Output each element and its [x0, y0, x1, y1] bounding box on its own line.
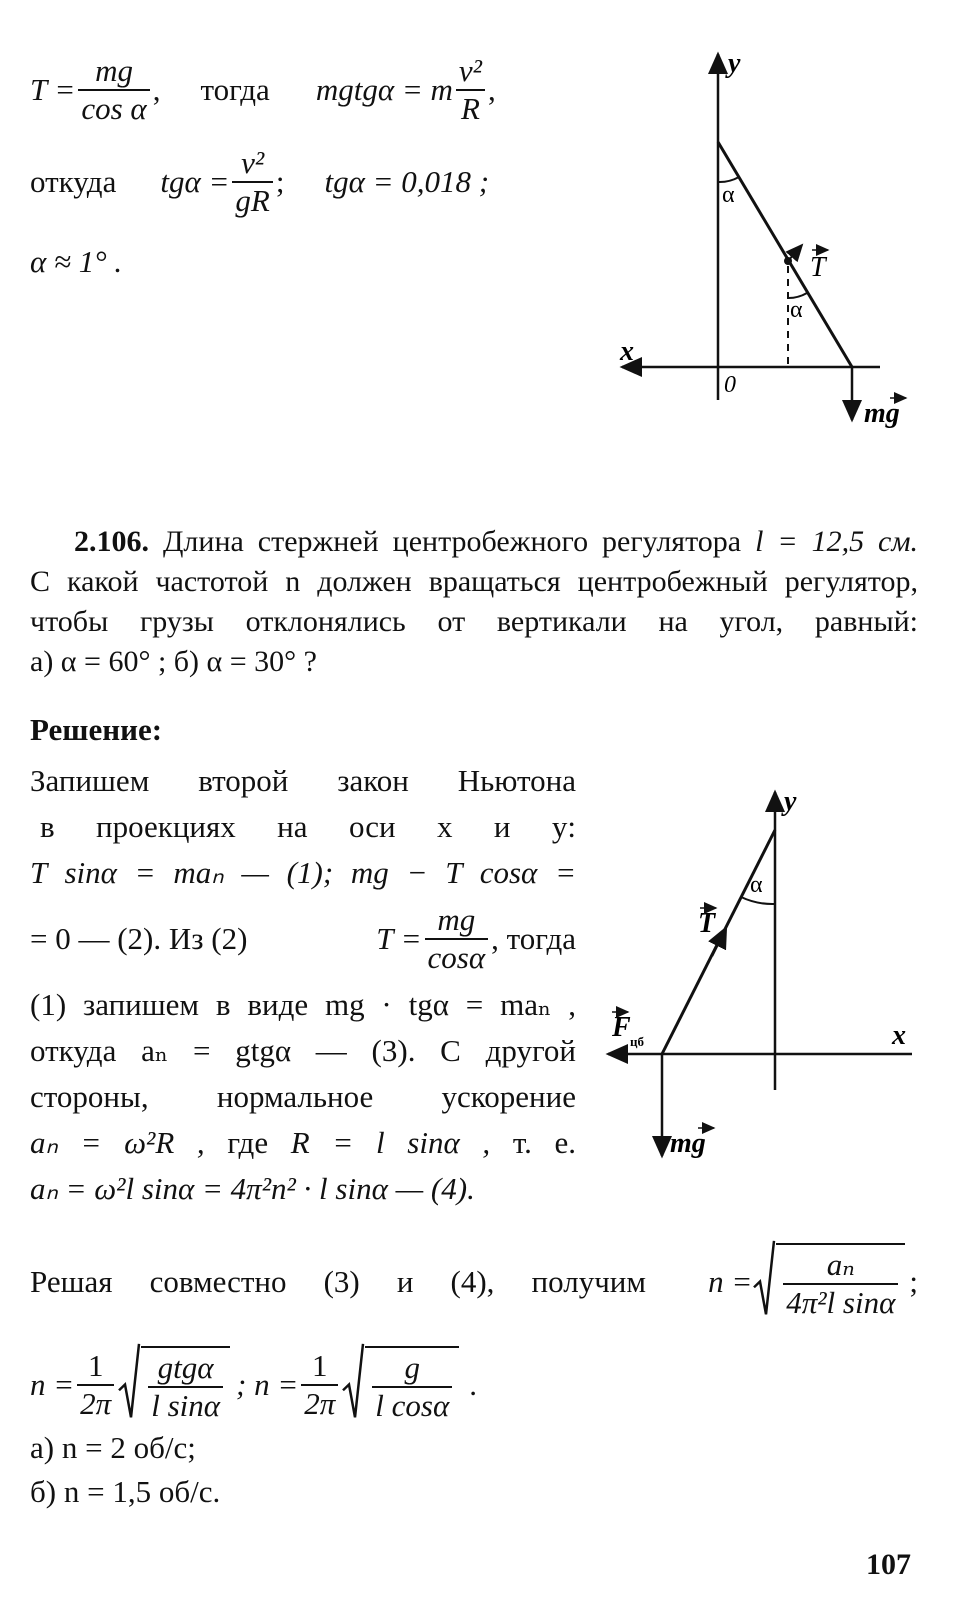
- eq2-den: gR: [235, 183, 270, 218]
- solution-line-8: [30, 1120, 576, 1166]
- solution-eq-1: T sinα = maₙ — (1);: [30, 855, 334, 890]
- problem-line-1: [30, 522, 918, 562]
- n-general-lhs: n =: [708, 1264, 753, 1299]
- fig1-T-label: T: [810, 252, 826, 283]
- fig2-angle-arc: [741, 897, 775, 904]
- n-final-semi: ; n =: [236, 1367, 299, 1402]
- answer-a: а) n = 2 об/с;: [30, 1430, 196, 1465]
- n-final-lhs: n =: [30, 1367, 75, 1402]
- n-final-one: 1: [77, 1348, 114, 1386]
- eq1-fraction2: [456, 53, 485, 126]
- problem-line-1-text: Длина стержней центробежного регулятора: [162, 525, 742, 558]
- solution-an-omega: aₙ = ω²R ,: [30, 1125, 205, 1160]
- fig2-F-label: F: [612, 1012, 631, 1043]
- solution-line-6: откуда aₙ = gtgα — (3). С другой: [30, 1033, 576, 1068]
- n-general-end: ;: [909, 1264, 918, 1299]
- fig2-F-subscript: цб: [630, 1034, 644, 1049]
- formula-n-general: [708, 1243, 918, 1320]
- solution-combined-words: Решая совместно (3) и (4), получим: [30, 1264, 646, 1299]
- fig2-x-label: x: [892, 1020, 906, 1051]
- fig1-y-label: y: [728, 48, 741, 79]
- n-final-twopi: 2π: [80, 1386, 112, 1421]
- n-final-den-1: l sinα: [151, 1388, 221, 1423]
- solution-ie: т. е.: [512, 1125, 577, 1160]
- fig1-origin-label: 0: [724, 372, 736, 398]
- eq2-lhs: tgα =: [160, 164, 230, 199]
- n-final-sqrt-2: [341, 1346, 459, 1423]
- solution-T-fraction: [425, 902, 489, 975]
- eq1-end: ,: [487, 72, 496, 107]
- figure-regulator: [600, 780, 930, 1170]
- eq2-fraction: [232, 145, 272, 218]
- n-final-sqrt-1: [117, 1346, 230, 1423]
- solution-line-4: [30, 896, 576, 982]
- formula-tension: [30, 48, 496, 132]
- eq1-fraction: [78, 53, 149, 126]
- answer-b: б) n = 1,5 об/с.: [30, 1474, 221, 1509]
- fig1-x-label: x: [620, 336, 634, 367]
- solution-text: [30, 758, 576, 1212]
- problem-statement: [30, 522, 918, 682]
- solution-T-lhs: T =: [376, 921, 422, 956]
- eq1-den2: R: [460, 91, 480, 126]
- n-final-one-2: 1: [301, 1348, 338, 1386]
- formula-alpha-result: α ≈ 1° .: [30, 244, 123, 279]
- eq1-comma: ,: [152, 72, 161, 107]
- eq1-num2: v²: [456, 53, 485, 91]
- fig1-T-vector: [788, 245, 802, 261]
- solution-line-2: в проекциях на оси x и y:: [40, 809, 576, 844]
- n-final-den-2: l cosα: [375, 1388, 450, 1423]
- eq1-den: cos α: [81, 91, 147, 126]
- eq1-word: тогда: [200, 72, 270, 107]
- eq2-num: v²: [232, 145, 272, 183]
- solution-line-5: (1) запишем в виде mg · tgα = maₙ ,: [30, 987, 576, 1022]
- figure-pendulum: [610, 40, 930, 440]
- problem-number: 2.106.: [74, 525, 149, 558]
- eq2-semi: ;: [275, 164, 285, 199]
- fig1-alpha-mid: α: [790, 297, 803, 323]
- solution-eq-2a: mg − T cosα =: [350, 855, 576, 890]
- solution-T-num: mg: [425, 902, 489, 940]
- fig2-alpha-label: α: [750, 872, 763, 898]
- n-final-twopi-2: 2π: [304, 1386, 336, 1421]
- n-final-num-2: g: [372, 1350, 452, 1388]
- eq2-word: откуда: [30, 164, 117, 199]
- solution-eq-2b: = 0 — (2). Из (2): [30, 921, 248, 956]
- problem-line-4: а) α = 60° ; б) α = 30° ?: [30, 645, 317, 678]
- fig1-alpha-top: α: [722, 182, 735, 208]
- problem-line-2: С какой частотой n должен вращаться центробежный регулятор,: [30, 565, 918, 598]
- solution-title: Решение:: [30, 712, 163, 747]
- n-final-end: .: [469, 1367, 478, 1402]
- solution-line-9: aₙ = ω²l sinα = 4π²n² · l sinα — (4).: [30, 1171, 475, 1206]
- solution-combined-text: [30, 1264, 646, 1300]
- problem-l-value: l = 12,5 см.: [755, 525, 919, 558]
- eq1-lhs2: mgtgα = m: [315, 72, 453, 107]
- n-final-coef-2: [301, 1348, 338, 1421]
- fig1-mg-label: mg: [864, 398, 900, 429]
- fig1-rod: [718, 142, 852, 367]
- eq2-value: tgα = 0,018 ;: [324, 164, 490, 199]
- solution-R: R = l sinα ,: [290, 1125, 491, 1160]
- page-number: 107: [866, 1548, 911, 1581]
- solution-combined: [30, 1236, 918, 1328]
- formula-tangent: [30, 140, 489, 224]
- fig2-mg-label: mg: [670, 1128, 706, 1159]
- solution-where: где: [227, 1125, 269, 1160]
- solution-T-den: cosα: [427, 940, 486, 975]
- n-general-num: aₙ: [783, 1247, 898, 1285]
- fig2-y-label: y: [784, 786, 797, 817]
- n-final-coef: [77, 1348, 114, 1421]
- n-general-den: 4π²l sinα: [786, 1285, 896, 1320]
- solution-then: , тогда: [491, 921, 576, 956]
- formula-n-final: [30, 1340, 477, 1430]
- solution-line-7: стороны, нормальное ускорение: [30, 1079, 576, 1114]
- eq1-lhs: T =: [30, 72, 76, 107]
- eq1-num: mg: [78, 53, 149, 91]
- solution-line-1: Запишем второй закон Ньютона: [30, 763, 576, 798]
- solution-line-3: [30, 850, 576, 896]
- fig2-T-label: T: [698, 908, 716, 939]
- problem-line-3: чтобы грузы отклонялись от вертикали на угол, равный:: [30, 605, 918, 638]
- n-final-num-1: gtgα: [148, 1350, 223, 1388]
- n-general-sqrt: [752, 1243, 905, 1320]
